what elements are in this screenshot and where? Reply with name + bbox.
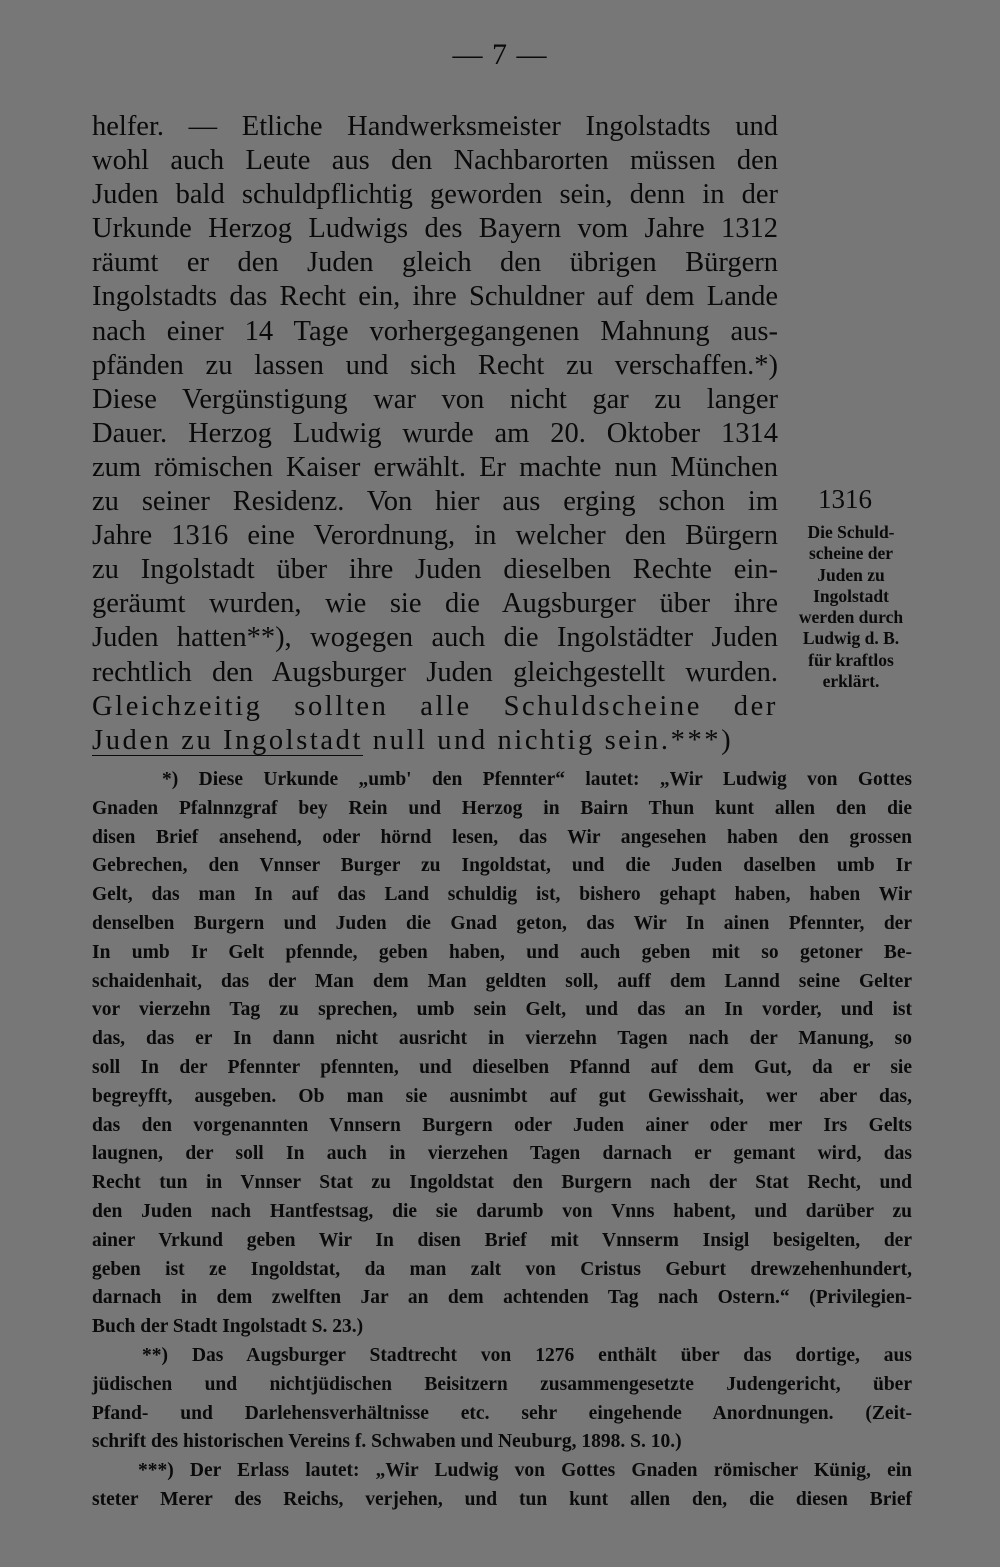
footnote-line: In umb Ir Gelt pfennde, geben haben, und auch geben mit so getoner Be- xyxy=(92,941,912,963)
footnote-line: Pfand- und Darlehensverhältnisse etc. sehr eingehende Anordnungen. (Zeit- xyxy=(92,1402,912,1424)
body-line: Dauer. Herzog Ludwig wurde am 20. Oktober 1314 xyxy=(92,417,778,449)
footnote-line: begreyfft, ausgeben. Ob man sie ausnimbt auf gut Gewisshait, wer aber das, xyxy=(92,1085,912,1107)
footnote-line: schaidenhait, das der Man dem Man geldten soll, auff dem Lannd seine Gelter xyxy=(92,970,912,992)
marginal-year: 1316 xyxy=(818,484,872,514)
marginal-line: Ludwig d. B. xyxy=(802,628,900,649)
footnote-line: das, das er In dann nicht ausricht in vierzehn Tagen nach der Manung, so xyxy=(92,1028,912,1050)
marginal-line: scheine der xyxy=(808,543,894,564)
body-line: pfänden zu lassen und sich Recht zu verschaffen.*) xyxy=(92,349,778,381)
footnote-line: ainer Vrkund geben Wir In disen Brief mit Vnnserm Insigl besigelten, der xyxy=(92,1229,912,1251)
body-line: zum römischen Kaiser erwählt. Er machte nun München xyxy=(92,451,778,483)
footnote-line: Gelt, das man In auf das Land schuldig ist, bishero gehapt haben, haben Wir xyxy=(92,884,912,906)
body-line: Ingolstadts das Recht ein, ihre Schuldner auf dem Lande xyxy=(92,281,778,313)
footnote-line: schrift des historischen Vereins f. Schwaben und Neuburg, 1898. S. 10.) xyxy=(92,1431,682,1453)
body-line: Juden hatten**), wogegen auch die Ingolstädter Juden xyxy=(92,622,778,654)
body-line: räumt er den Juden gleich den übrigen Bürgern xyxy=(92,247,778,279)
footnote-line: jüdischen und nichtjüdischen Beisitzern zusammengesetzte Judengericht, über xyxy=(92,1373,912,1395)
footnote-line: disen Brief ansehend, oder hörnd lesen, das Wir angesehen haben den grossen xyxy=(92,826,912,848)
marginal-line: Die Schuld- xyxy=(807,522,895,542)
footnote-line: geben ist ze Ingoldstat, da man zalt von Cristus Geburt drewzehenhundert, xyxy=(92,1258,912,1280)
marginal-line: für kraftlos xyxy=(808,649,894,670)
footnote-line: ***) Der Erlass lautet: „Wir Ludwig von Gottes Gnaden römischer Künig, ein xyxy=(138,1460,912,1482)
footnote-line: Buch der Stadt Ingolstadt S. 23.) xyxy=(92,1316,364,1338)
body-line-end: null und nichtig sein.***) xyxy=(363,724,734,756)
marginal-line: erklärt. xyxy=(822,671,880,692)
body-line-last xyxy=(92,724,778,758)
body-line: nach einer 14 Tage vorhergegangenen Mahnung aus- xyxy=(92,315,778,347)
footnote-line: laugnen, der soll In auch in vierzehen Tagen darnach er gemant wird, das xyxy=(92,1143,912,1165)
footnote-line: darnach in dem zwelften Jar an dem achtenden Tag nach Ostern.“ (Privilegien- xyxy=(92,1287,912,1309)
body-line: zu seiner Residenz. Von hier aus erging schon im xyxy=(92,486,778,518)
body-line: geräumt wurden, wie sie die Augsburger über ihre xyxy=(92,588,778,620)
footnote-line: **) Das Augsburger Stadtrecht von 1276 enthält über das dortige, aus xyxy=(142,1344,912,1366)
body-line: Jahre 1316 eine Verordnung, in welcher den Bürgern xyxy=(92,520,778,552)
marginal-line: Juden zu xyxy=(817,564,885,585)
body-line: zu Ingolstadt über ihre Juden dieselben Rechte ein- xyxy=(92,554,778,586)
body-line: Diese Vergünstigung war von nicht gar zu langer xyxy=(92,383,778,415)
footnote-line: vor vierzehn Tag zu sprechen, umb sein Gelt, und das an In vorder, und ist xyxy=(92,999,912,1021)
main-body-text xyxy=(92,110,778,758)
body-line: wohl auch Leute aus den Nachbarorten müssen den xyxy=(92,145,778,177)
body-line: Urkunde Herzog Ludwigs des Bayern vom Jahre 1312 xyxy=(92,213,778,245)
body-line: Gleichzeitig sollten alle Schuldscheine der xyxy=(92,690,778,722)
marginal-line: Ingolstadt xyxy=(813,585,889,606)
page-number: — 7 — xyxy=(452,38,548,71)
footnote-line: steter Merer des Reichs, verjehen, und tun kunt allen den, die diesen Brief xyxy=(92,1488,912,1510)
footnote-line: Gebrechen, den Vnnser Burger zu Ingoldstat, und die Juden daselben umb Ir xyxy=(92,855,912,877)
footnote-line: Gnaden Pfalnnzgraf bey Rein und Herzog in Bairn Thun kunt allen den die xyxy=(92,797,912,819)
footnote-line: *) Diese Urkunde „umb' den Pfennter“ lautet: „Wir Ludwig von Gottes xyxy=(162,769,912,790)
marginal-summary xyxy=(786,522,916,692)
footnote-line: das den vorgenannten Vnnsern Burgern oder Juden ainer oder mer Irs Gelts xyxy=(92,1114,912,1136)
footnote-line: denselben Burgern und Juden die Gnad geton, das Wir In ainen Pfennter, der xyxy=(92,912,912,934)
body-line: rechtlich den Augsburger Juden gleichgestellt wurden. xyxy=(92,656,778,688)
footnote-line: den Juden nach Hantfestsag, die sie darumb von Vnns habent, und darüber zu xyxy=(92,1200,912,1222)
footnotes xyxy=(92,766,912,1515)
footnote-line: soll In der Pfennter pfennten, und dieselben Pfannd auf dem Gut, da er sie xyxy=(92,1056,912,1078)
footnote-line: Recht tun in Vnnser Stat zu Ingoldstat den Burgern nach der Stat Recht, und xyxy=(92,1172,912,1194)
body-line: Juden bald schuldpflichtig geworden sein, denn in der xyxy=(92,179,778,211)
body-line: helfer. — Etliche Handwerksmeister Ingolstadts und xyxy=(92,111,778,142)
marginal-line: werden durch xyxy=(798,607,904,628)
underlined-phrase: Juden zu Ingolstadt xyxy=(92,724,364,756)
